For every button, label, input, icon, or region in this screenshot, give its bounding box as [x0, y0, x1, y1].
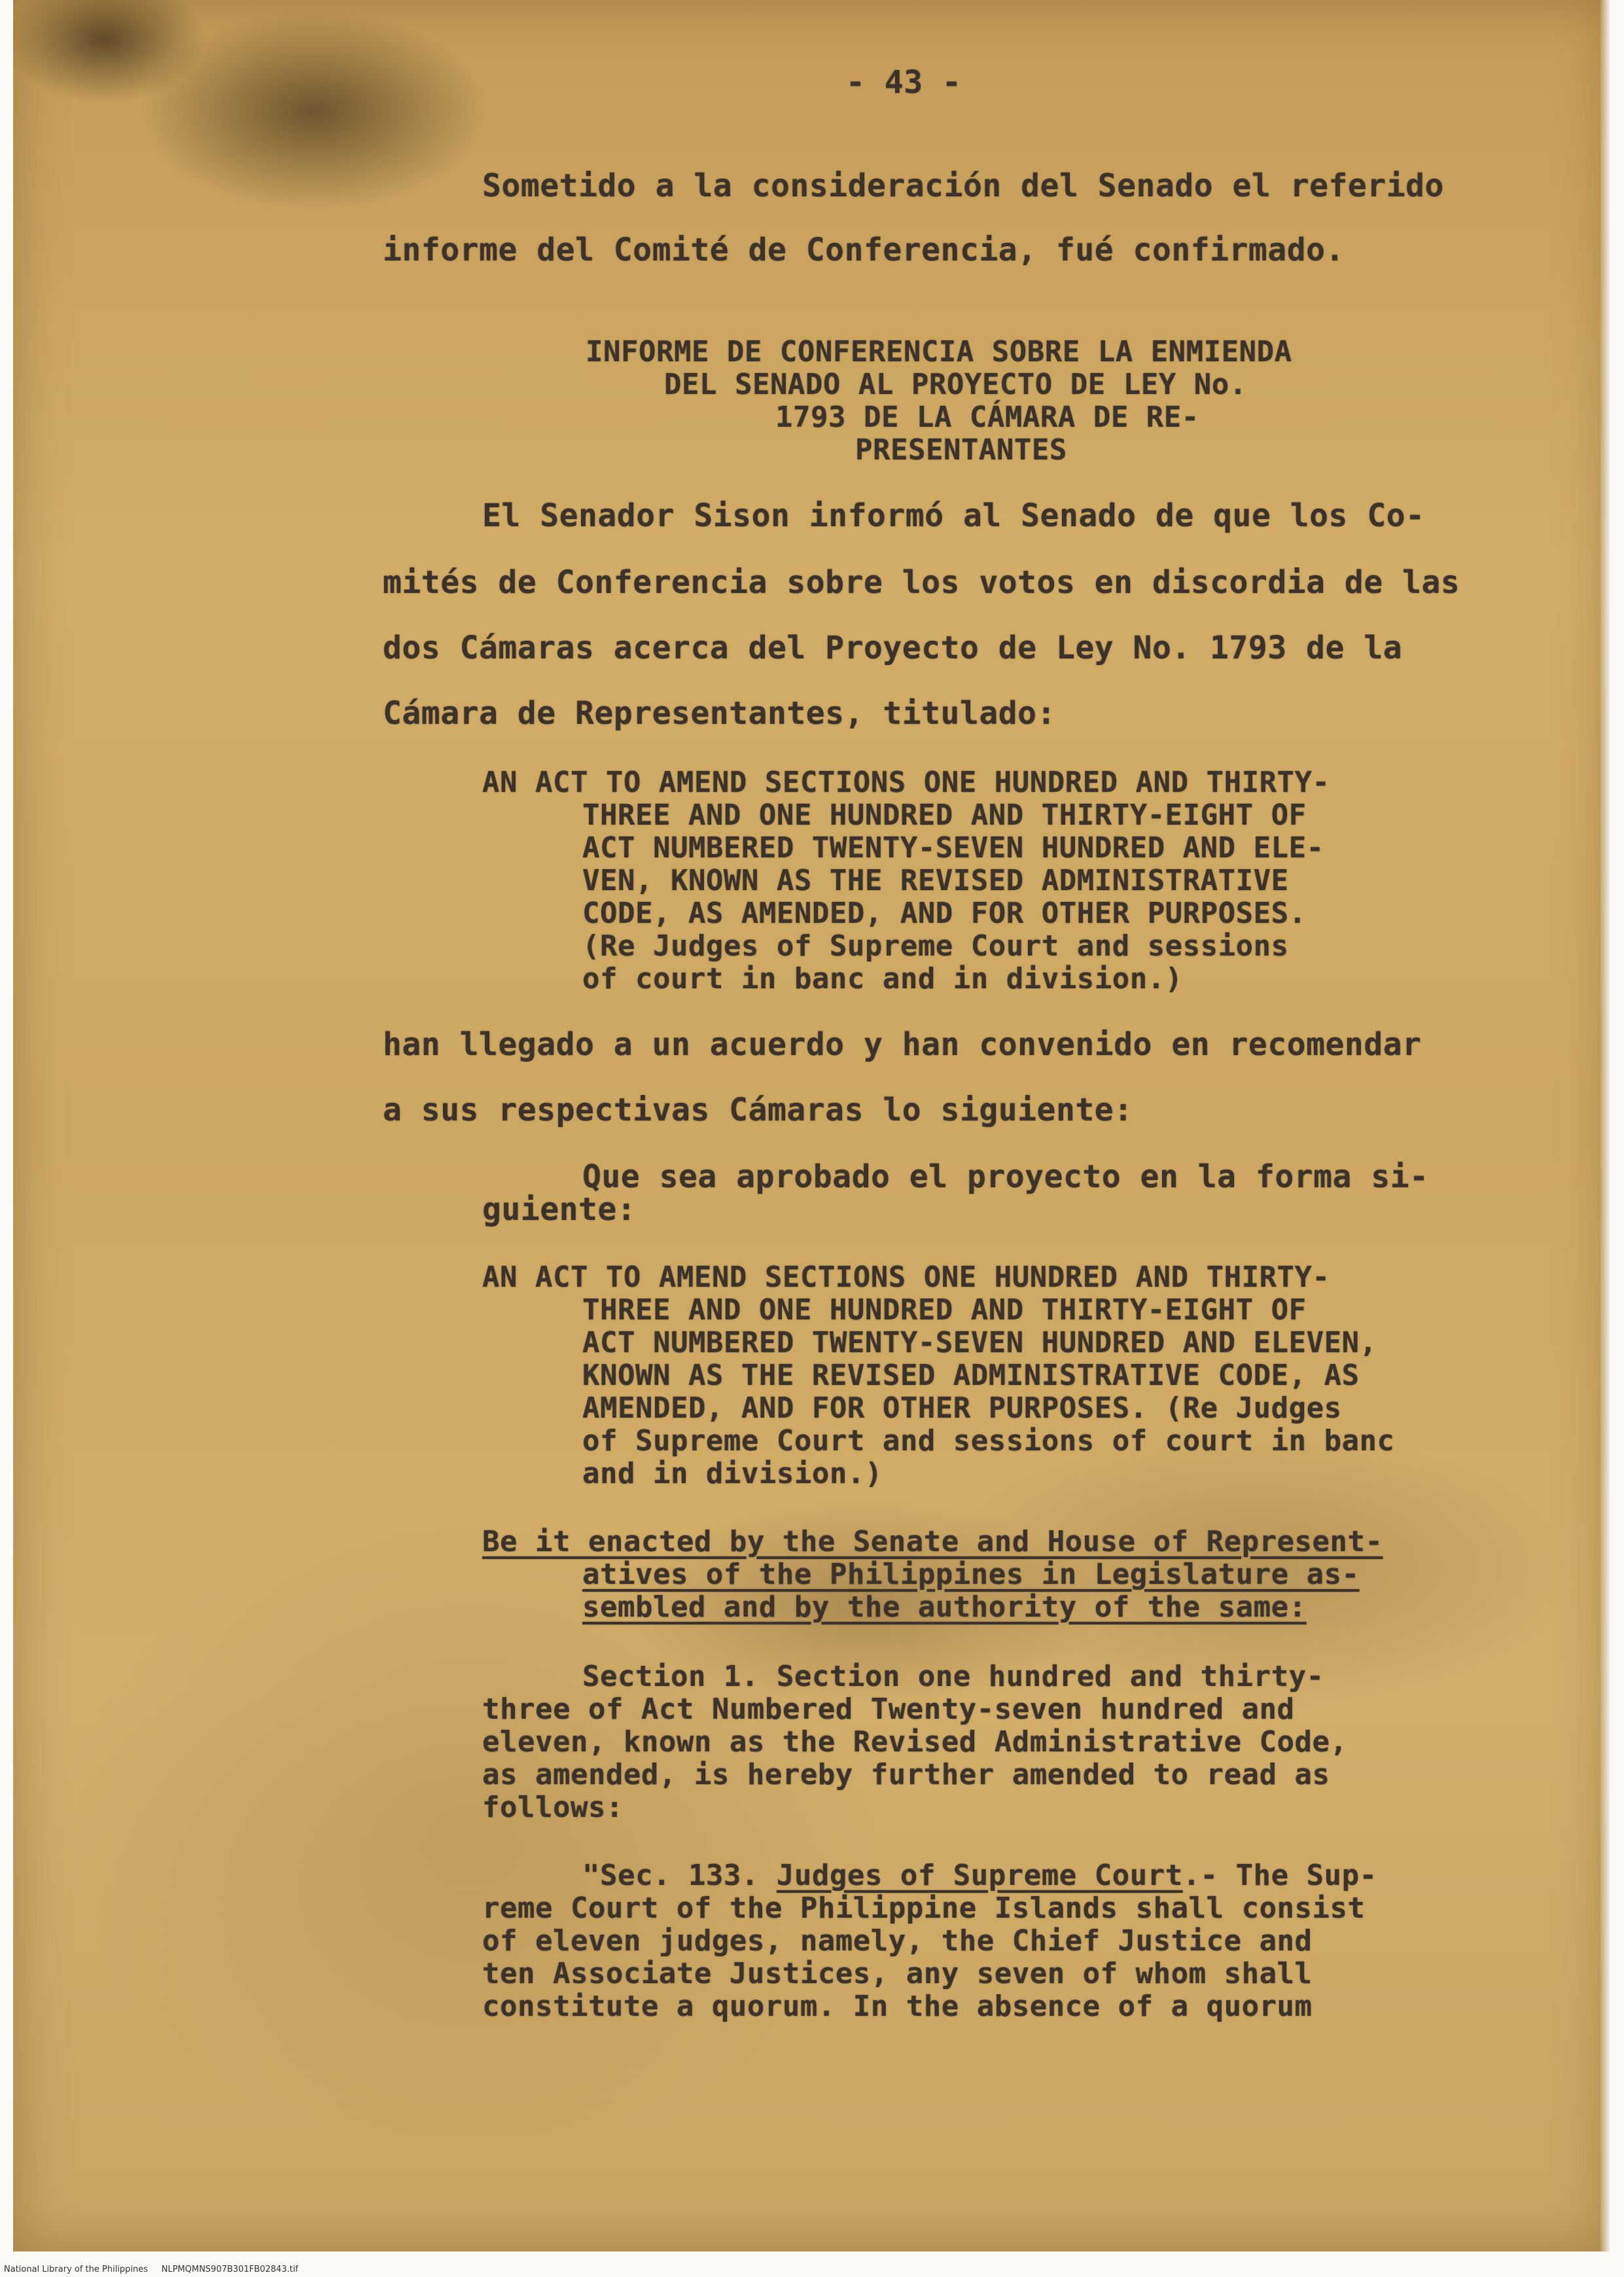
title2-line4: KNOWN AS THE REVISED ADMINISTRATIVE CODE, AS: [582, 1359, 1360, 1392]
para3-line2: a sus respectivas Cámaras lo siguiente:: [383, 1092, 1133, 1128]
heading-line1: INFORME DE CONFERENCIA SOBRE LA ENMIENDA: [586, 335, 1292, 368]
para2-line2: mités de Conferencia sobre los votos en discordia de las: [383, 564, 1460, 601]
para3-line1: han llegado a un acuerdo y han convenido en recomendar: [383, 1026, 1422, 1063]
title1-line5: CODE, AS AMENDED, AND FOR OTHER PURPOSES.: [582, 897, 1307, 930]
title1-line4: VEN, KNOWN AS THE REVISED ADMINISTRATIVE: [582, 864, 1289, 897]
section1-line1: Section 1. Section one hundred and thirty-: [582, 1660, 1324, 1693]
sec133-line2: reme Court of the Philippine Islands shall consist: [482, 1892, 1366, 1925]
enacting-line3: sembled and by the authority of the same:: [582, 1590, 1307, 1624]
heading-line3: 1793 DE LA CÁMARA DE RE-: [775, 401, 1199, 434]
para2-line4: Cámara de Representantes, titulado:: [383, 695, 1056, 732]
sec133-rest: .- The Sup-: [1182, 1859, 1377, 1892]
sec133-line5: constitute a quorum. In the absence of a quorum: [482, 1990, 1313, 2023]
sec133-title: Judges of Supreme Court: [776, 1859, 1183, 1892]
para2-line1: El Senador Sison informó al Senado de que los Co-: [482, 497, 1425, 534]
document-page: [13, 0, 1610, 2251]
para2-line3: dos Cámaras acerca del Proyecto de Ley No. 1793 de la: [383, 630, 1403, 666]
para1-line2: informe del Comité de Conferencia, fué confirmado.: [383, 232, 1345, 268]
sec133-line3: of eleven judges, namely, the Chief Justice and: [482, 1924, 1313, 1958]
title1-line3: ACT NUMBERED TWENTY-SEVEN HUNDRED AND ELE-: [582, 831, 1324, 865]
section1-line2: three of Act Numbered Twenty-seven hundred and: [482, 1693, 1295, 1726]
enacting-line2: atives of the Philippines in Legislature as-: [582, 1558, 1360, 1591]
para1-line1: Sometido a la consideración del Senado el referido: [482, 168, 1444, 204]
title2-line7: and in division.): [582, 1457, 883, 1490]
title2-line1: AN ACT TO AMEND SECTIONS ONE HUNDRED AND THIRTY-: [482, 1261, 1330, 1294]
title1-line6: (Re Judges of Supreme Court and sessions: [582, 929, 1289, 963]
title1-line2: THREE AND ONE HUNDRED AND THIRTY-EIGHT OF: [582, 798, 1307, 832]
title2-line3: ACT NUMBERED TWENTY-SEVEN HUNDRED AND ELEVEN,: [582, 1326, 1377, 1359]
title1-line7: of court in banc and in division.): [582, 962, 1183, 995]
para4-line1: Que sea aprobado el proyecto en la forma si-: [582, 1158, 1429, 1195]
sec133-line1: [582, 1859, 1377, 1893]
page-number: - 43 -: [846, 64, 962, 101]
para4-line2: guiente:: [482, 1191, 637, 1228]
section1-line5: follows:: [482, 1791, 624, 1824]
sec133-lead: "Sec. 133.: [582, 1859, 777, 1892]
title2-line6: of Supreme Court and sessions of court in banc: [582, 1424, 1395, 1458]
sec133-line4: ten Associate Justices, any seven of whom shall: [482, 1957, 1313, 1990]
title2-line2: THREE AND ONE HUNDRED AND THIRTY-EIGHT OF: [582, 1293, 1307, 1327]
section1-line4: as amended, is hereby further amended to read as: [482, 1758, 1330, 1791]
heading-line4: PRESENTANTES: [855, 433, 1067, 467]
section1-line3: eleven, known as the Revised Administrative Code,: [482, 1725, 1348, 1759]
scan-footer: National Library of the Philippines NLPMQMNS907B301FB02843.tif: [4, 2265, 298, 2274]
title2-line5: AMENDED, AND FOR OTHER PURPOSES. (Re Judges: [582, 1391, 1342, 1425]
title1-line1: AN ACT TO AMEND SECTIONS ONE HUNDRED AND THIRTY-: [482, 766, 1330, 799]
heading-line2: DEL SENADO AL PROYECTO DE LEY No.: [664, 368, 1247, 401]
enacting-line1: Be it enacted by the Senate and House of Represent-: [482, 1525, 1383, 1558]
